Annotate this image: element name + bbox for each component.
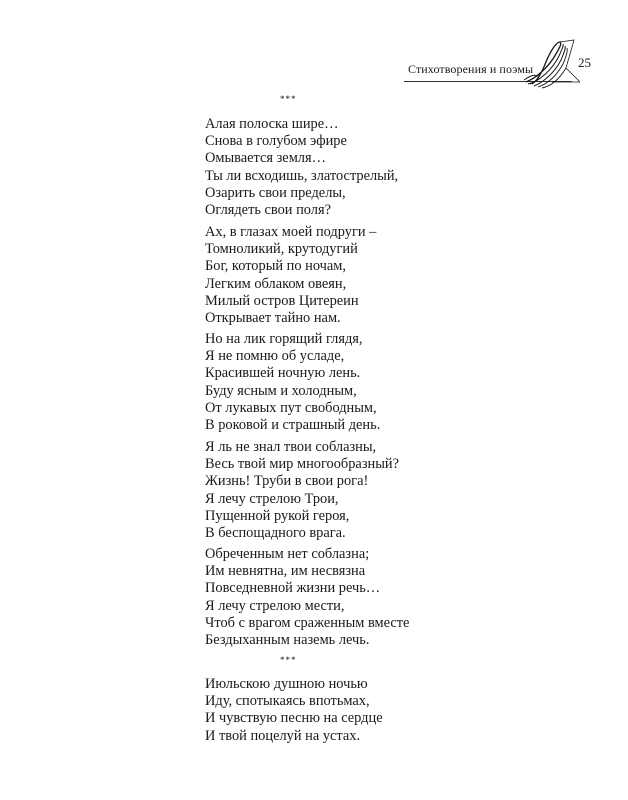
verse-line: Но на лик горящий глядя, (205, 331, 363, 347)
poem-separator: *** (280, 94, 297, 104)
verse-line: Томноликий, крутодугий (205, 241, 358, 258)
verse-line: Жизнь! Труби в свои рога! (205, 473, 369, 490)
verse-line: Омывается земля… (205, 150, 326, 167)
verse-line: В роковой и страшный день. (205, 417, 381, 434)
verse-line: Милый остров Цитереин (205, 292, 359, 309)
verse-line: И твой поцелуй на устах. (205, 727, 361, 744)
stanza (205, 116, 398, 219)
verse-line: Я не помню об усладе, (205, 348, 345, 365)
verse-line: И чувствую песню на сердце (205, 710, 383, 727)
verse-line: От лукавых пут свободным, (205, 399, 377, 416)
verse-line: Я ль не знал твои соблазны, (205, 439, 377, 455)
verse-line: Открывает тайно нам. (205, 310, 341, 327)
verse-line: Я лечу стрелою мести, (205, 597, 345, 614)
verse-line: В беспощадного врага. (205, 525, 346, 542)
page-number: 25 (578, 55, 591, 70)
verse-line: Ты ли всходишь, златострелый, (205, 167, 399, 184)
verse-line: Оглядеть свои поля? (205, 202, 331, 219)
verse-line: Обреченным нет соблазна; (205, 546, 370, 562)
swirl-ornament-icon (522, 38, 582, 90)
verse-line: Чтоб с врагом сраженным вместе (205, 614, 410, 631)
verse-line: Озарить свои пределы, (205, 184, 346, 201)
verse-line: Легким облаком овеян, (205, 275, 347, 292)
verse-line: Буду ясным и холодным, (205, 382, 357, 399)
verse-line: Я лечу стрелою Трои, (205, 490, 339, 507)
stanza (205, 546, 409, 649)
verse-line: Бездыханным наземь лечь. (205, 632, 370, 649)
verse-line: Июльскою душною ночью (205, 676, 368, 692)
poem-separator: *** (280, 655, 297, 665)
stanza (205, 331, 380, 434)
verse-line: Алая полоска шире… (205, 116, 339, 132)
verse-line: Им невнятна, им несвязна (205, 563, 366, 580)
verse-line: Иду, спотыкаясь впотьмах, (205, 693, 370, 710)
page-header (0, 0, 628, 90)
stanza (205, 676, 383, 745)
verse-line: Ах, в глазах моей подруги – (205, 224, 377, 240)
running-title: Стихотворения и поэмы (408, 62, 534, 76)
verse-line: Пущенной рукой героя, (205, 507, 350, 524)
verse-line: Снова в голубом эфире (205, 133, 347, 150)
verse-line: Повседневной жизни речь… (205, 580, 381, 597)
verse-line: Бог, который по ночам, (205, 258, 347, 275)
stanza (205, 224, 376, 327)
stanza (205, 439, 399, 542)
verse-line: Красившей ночную лень. (205, 365, 361, 382)
verse-line: Весь твой мир многообразный? (205, 456, 399, 473)
